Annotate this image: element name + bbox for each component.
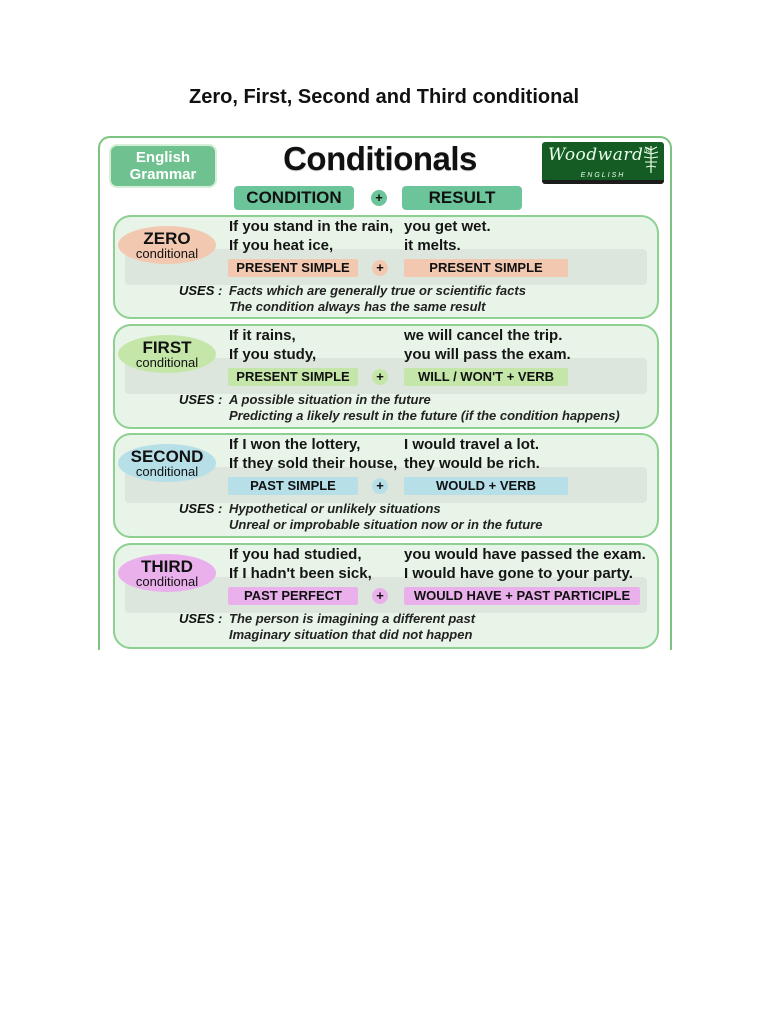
zero-result-example-1: you get wet. [404,218,491,235]
second-uses-text [229,501,542,533]
first-uses-text [229,392,620,424]
third-condition-example-2: If I hadn't been sick, [229,565,372,582]
zero-uses-label: USES : [179,283,223,298]
zero-plus: + [372,260,388,276]
zero-result-form: PRESENT SIMPLE [404,259,568,277]
second-result-example-1: I would travel a lot. [404,436,540,453]
second-plus: + [372,478,388,494]
logo-subtitle: ENGLISH [580,172,626,179]
label-name: FIRST [142,337,192,357]
label-sub: conditional [135,573,199,589]
first-plus: + [372,369,388,385]
third-conditional-section [113,543,659,649]
label-sub: conditional [135,463,199,479]
label-sub: conditional [135,354,199,370]
badge-line-grammar: Grammar [129,166,197,183]
second-result-example-2: they would be rich. [404,455,540,472]
zero-uses-text [229,283,526,315]
first-condition-form: PRESENT SIMPLE [228,368,358,386]
third-result-form: WOULD HAVE + PAST PARTICIPLE [404,587,640,605]
second-condition-example-1: If I won the lottery, [229,436,361,453]
third-uses-label: USES : [179,611,223,626]
third-condition-form: PAST PERFECT [228,587,358,605]
third-result-example-2: I would have gone to your party. [404,565,633,582]
third-plus: + [372,588,388,604]
second-conditional-label [118,444,216,482]
zero-use-2: The condition always has the same result [229,299,486,314]
zero-condition-example-2: If you heat ice, [229,237,334,254]
second-conditional-section [113,433,659,538]
label-sub: conditional [135,245,199,261]
english-grammar-badge [109,144,217,188]
first-use-1: A possible situation in the future [229,392,431,407]
zero-result-example-2: it melts. [404,237,461,254]
first-result-example-2: you will pass the exam. [404,346,571,363]
second-use-1: Hypothetical or unlikely situations [229,501,441,516]
badge-line-english: English [135,149,191,166]
third-use-2: Imaginary situation that did not happen [229,627,473,642]
first-use-2: Predicting a likely result in the future (if the condition happens) [229,408,620,423]
header-plus: + [371,190,387,206]
fern-icon [640,144,662,174]
logo-name: Woodward® [548,145,652,165]
second-condition-form: PAST SIMPLE [228,477,358,495]
second-uses-label: USES : [179,501,223,516]
third-uses-text [229,611,475,643]
zero-conditional-section [113,215,659,319]
first-conditional-section [113,324,659,429]
first-result-form: WILL / WON'T + VERB [404,368,568,386]
label-name: THIRD [141,556,193,576]
first-result-example-1: we will cancel the trip. [404,327,563,344]
label-name: SECOND [130,446,204,466]
zero-conditional-label [118,226,216,264]
second-use-2: Unreal or improbable situation now or in the future [229,517,543,532]
first-condition-example-1: If it rains, [229,327,296,344]
first-condition-example-2: If you study, [229,346,317,363]
first-conditional-label [118,335,216,373]
woodward-logo [542,142,664,184]
third-condition-example-1: If you had studied, [229,546,362,563]
second-result-form: WOULD + VERB [404,477,568,495]
third-result-example-1: you would have passed the exam. [404,546,646,563]
first-uses-label: USES : [179,392,223,407]
page-title: Zero, First, Second and Third conditional [188,86,580,108]
zero-use-1: Facts which are generally true or scientific facts [229,283,526,298]
condition-header: CONDITION [234,186,354,210]
chart-title: Conditionals [283,140,477,177]
third-conditional-label [118,554,216,592]
label-name: ZERO [143,228,191,248]
conditionals-chart [98,136,672,650]
result-header: RESULT [402,186,522,210]
zero-condition-example-1: If you stand in the rain, [229,218,394,235]
third-use-1: The person is imagining a different past [229,611,476,626]
zero-condition-form: PRESENT SIMPLE [228,259,358,277]
second-condition-example-2: If they sold their house, [229,455,398,472]
